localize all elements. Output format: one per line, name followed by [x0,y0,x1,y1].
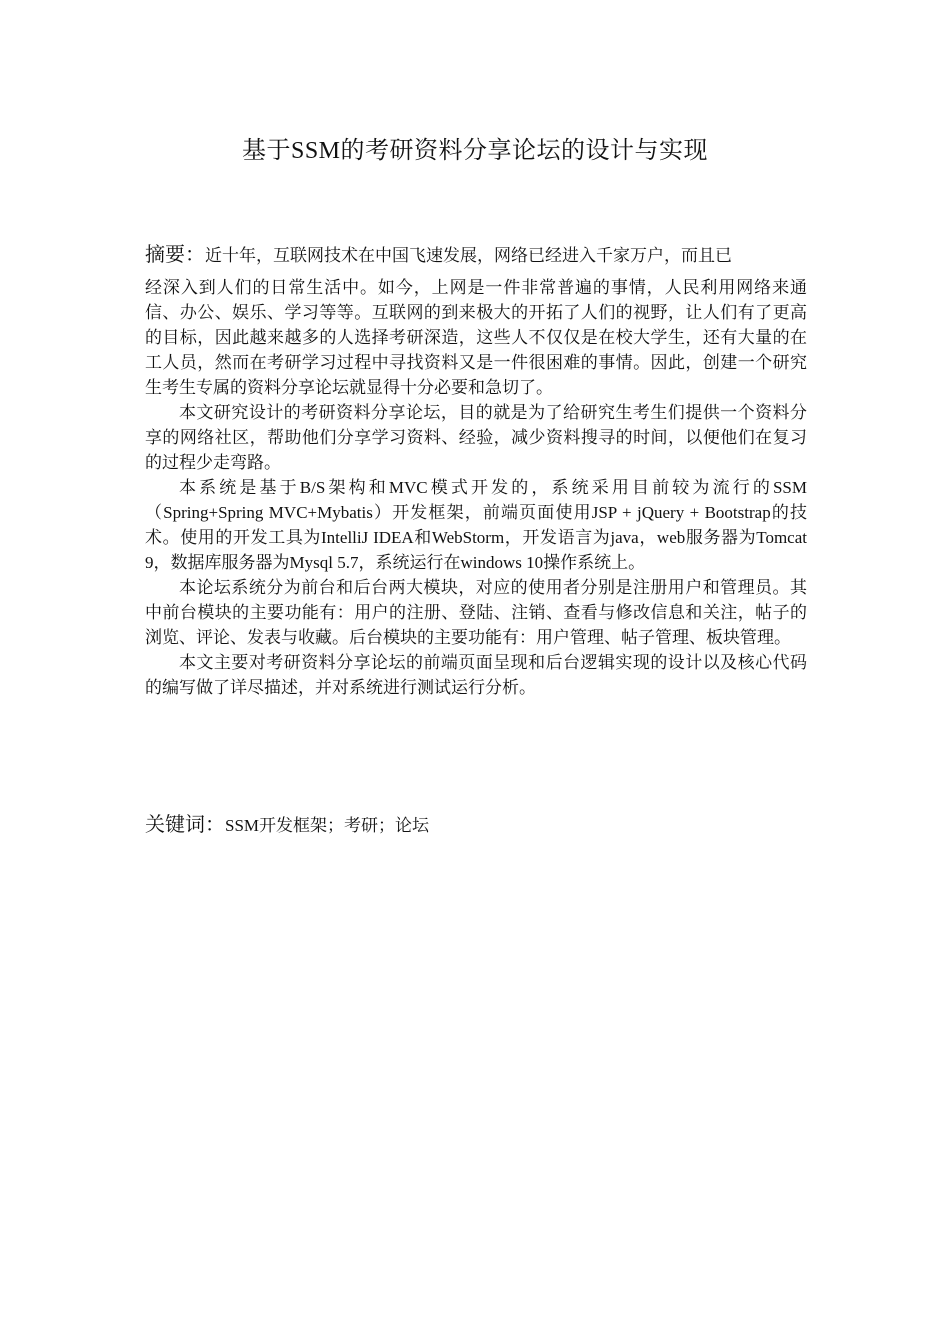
abstract-first-line-text: 近十年，互联网技术在中国飞速发展，网络已经进入千家万户，而且已 [205,246,732,265]
abstract-label: 摘要： [145,242,205,266]
abstract-paragraph-3: 本系统是基于B/S架构和MVC模式开发的，系统采用目前较为流行的SSM（Spring+Spring MVC+Mybatis）开发框架，前端页面使用JSP + jQuery + Bootstrap的技术。使用的开发工具为IntelliJ IDEA和WebStorm，开发语言为java，web服务器为Tomcat 9，数据库服务器为Mysql 5.7，系统运行在windows 10操作系统上。 [145,478,807,572]
document-title: 基于SSM的考研资料分享论坛的设计与实现 [241,138,709,164]
keywords-value: SSM开发框架；考研；论坛 [225,816,430,835]
abstract-paragraph-1 [145,238,807,400]
abstract-paragraph-4: 本论坛系统分为前台和后台两大模块，对应的使用者分别是注册用户和管理员。其中前台模块的主要功能有：用户的注册、登陆、注销、查看与修改信息和关注，帖子的浏览、评论、发表与收藏。后台模块的主要功能有：用户管理、帖子管理、板块管理。 [145,578,807,647]
abstract-paragraph-5: 本文主要对考研资料分享论坛的前端页面呈现和后台逻辑实现的设计以及核心代码的编写做了详尽描述，并对系统进行测试运行分析。 [145,653,807,697]
abstract-first-line [145,238,807,272]
keywords-label: 关键词： [145,812,225,836]
keywords-line [145,810,807,840]
abstract-paragraph-2: 本文研究设计的考研资料分享论坛，目的就是为了给研究生考生们提供一个资料分享的网络社区，帮助他们分享学习资料、经验，减少资料搜寻的时间，以便他们在复习的过程少走弯路。 [145,403,807,472]
abstract-section [145,238,807,700]
abstract-paragraph-1-rest: 经深入到人们的日常生活中。如今，上网是一件非常普遍的事情，人民利用网络来通信、办公、娱乐、学习等等。互联网的到来极大的开拓了人们的视野，让人们有了更高的目标，因此越来越多的人选择考研深造，这些人不仅仅是在校大学生，还有大量的在工人员，然而在考研学习过程中寻找资料又是一件很困难的事情。因此，创建一个研究生考生专属的资料分享论坛就显得十分必要和急切了。 [145,278,807,397]
